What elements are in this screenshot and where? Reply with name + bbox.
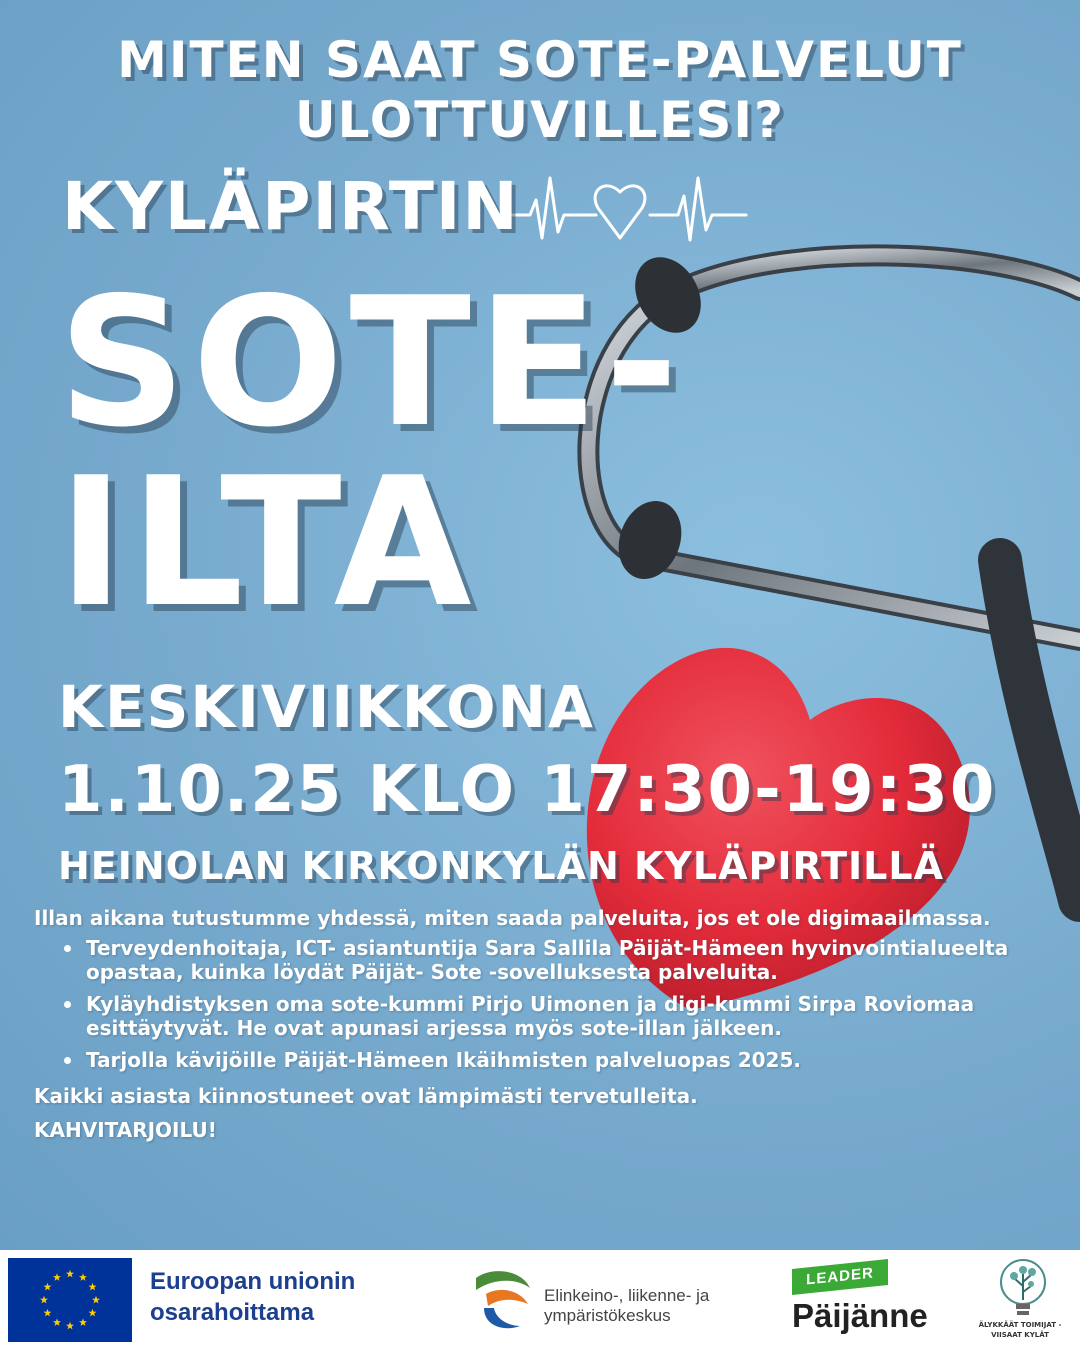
event-datetime: 1.10.25 KLO 17:30-19:30 (58, 753, 997, 827)
ely-logo-icon (470, 1268, 534, 1334)
smart-villages-line2: VIISAAT KYLÄT (991, 1331, 1049, 1339)
eu-funding-line2: osarahoittama (150, 1299, 315, 1326)
ely-line1: Elinkeino-, liikenne- ja (544, 1286, 710, 1305)
welcome-text: Kaikki asiasta kiinnostuneet ovat lämpimästi tervetulleita. (34, 1084, 698, 1108)
smart-villages-line1: ÄLYKKÄÄT TOIMIJAT - (978, 1321, 1062, 1329)
lightbulb-tree-icon (996, 1256, 1050, 1320)
headline-sote: SOTE- (58, 259, 685, 466)
event-weekday: KESKIVIIKKONA (58, 673, 595, 741)
headline-ilta: ILTA (58, 439, 478, 646)
program-list (64, 936, 1044, 1072)
eu-flag-icon (8, 1258, 132, 1342)
program-item: Tarjolla kävijöille Päijät-Hämeen Ikäihmisten palveluopas 2025. (64, 1048, 1044, 1072)
heartbeat-line-icon (508, 178, 746, 240)
ely-line2: ympäristökeskus (544, 1306, 671, 1325)
event-description (34, 906, 1044, 1142)
smart-villages-text (960, 1320, 1080, 1340)
intro-text: Illan aikana tutustumme yhdessä, miten saada palveluita, jos et ole digimaailmassa. (34, 906, 991, 930)
program-item: Terveydenhoitaja, ICT- asiantuntija Sara Sallila Päijät-Hämeen hyvinvointialueelta opastaa, kuinka löydät Päijät- Sote -sovelluksesta palveluita. (64, 936, 1044, 984)
ely-text (544, 1286, 709, 1326)
coffee-text: KAHVITARJOILU! (34, 1118, 217, 1142)
sponsor-footer (0, 1250, 1080, 1350)
event-location: HEINOLAN KIRKONKYLÄN KYLÄPIRTILLÄ (58, 844, 944, 888)
headline-question-line2: ULOTTUVILLESI? (295, 91, 785, 149)
leader-badge: LEADER (792, 1259, 888, 1295)
eu-funding-text (150, 1266, 355, 1328)
program-item: Kyläyhdistyksen oma sote-kummi Pirjo Uimonen ja digi-kummi Sirpa Roviomaa esittäytyvät. He ovat apunasi arjessa myös sote-illan jälkeen. (64, 992, 1044, 1040)
headline-kylapirtin: KYLÄPIRTIN (62, 168, 520, 245)
eu-funding-line1: Euroopan unionin (150, 1268, 356, 1295)
paijanne-logo-text: Päijänne (792, 1297, 928, 1334)
headline-question-line1: MITEN SAAT SOTE-PALVELUT (117, 31, 963, 89)
